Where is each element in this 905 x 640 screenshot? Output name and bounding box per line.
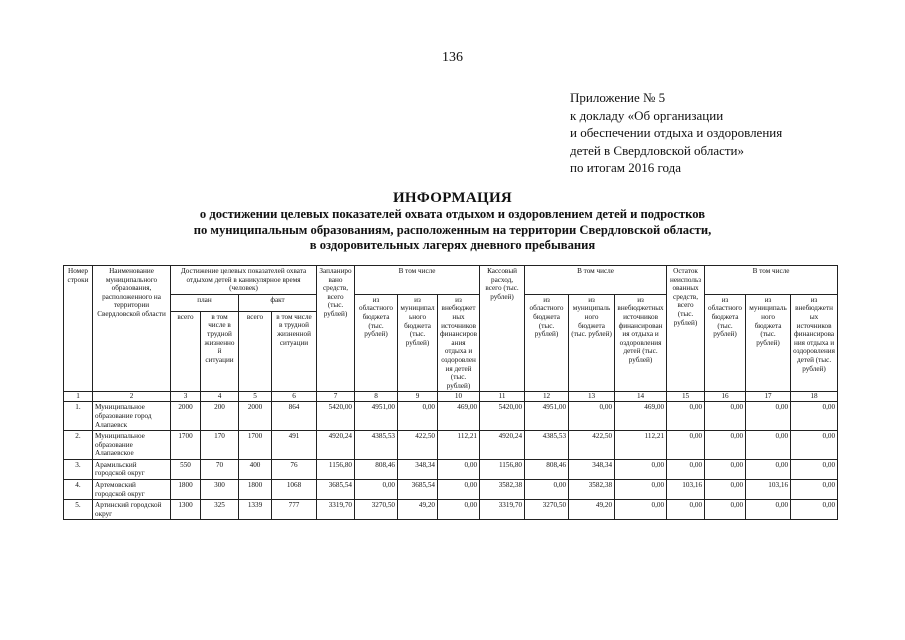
column-number: 15: [667, 392, 705, 402]
value-cell: 3582,38: [569, 480, 615, 500]
appendix-reference: [570, 89, 782, 177]
value-cell: 0,00: [525, 480, 569, 500]
value-cell: 4951,00: [525, 402, 569, 431]
column-number: 13: [569, 392, 615, 402]
document-title: ИНФОРМАЦИЯ: [392, 190, 513, 206]
column-number: 7: [317, 392, 355, 402]
value-cell: 3270,50: [525, 500, 569, 520]
table-row: [64, 459, 838, 479]
value-cell: 864: [272, 402, 317, 431]
row-number-cell: 4.: [64, 480, 93, 500]
value-cell: 1156,80: [317, 459, 355, 479]
value-cell: 1156,80: [480, 459, 525, 479]
header-fact-difficult: в том числе в трудной жизненной ситуации: [272, 311, 317, 391]
value-cell: 0,00: [438, 500, 480, 520]
column-number: 10: [438, 392, 480, 402]
value-cell: 3582,38: [480, 480, 525, 500]
value-cell: 200: [201, 402, 239, 431]
value-cell: 5420,00: [480, 402, 525, 431]
value-cell: 103,16: [746, 480, 791, 500]
column-number: 5: [239, 392, 272, 402]
row-number-cell: 2.: [64, 431, 93, 460]
value-cell: 0,00: [791, 500, 838, 520]
value-cell: 808,46: [525, 459, 569, 479]
header-municipality: Наименование муниципального образования, расположенного на территории Свердловской области: [93, 266, 171, 392]
value-cell: 2000: [239, 402, 272, 431]
header-cash-expense: Кассовый расход, всего (тыс. рублей): [480, 266, 525, 392]
value-cell: 0,00: [398, 402, 438, 431]
value-cell: 0,00: [667, 402, 705, 431]
value-cell: 348,34: [398, 459, 438, 479]
value-cell: 5420,00: [317, 402, 355, 431]
column-number: 2: [93, 392, 171, 402]
value-cell: 0,00: [667, 431, 705, 460]
value-cell: 0,00: [705, 500, 746, 520]
column-number: 16: [705, 392, 746, 402]
value-cell: 0,00: [569, 402, 615, 431]
municipality-cell: Арамильский городской округ: [93, 459, 171, 479]
municipality-cell: Муниципальное образование Алапаевское: [93, 431, 171, 460]
header-cash-extrabudget: из внебюджетных источников финансирования отдыха и оздоровления детей (тыс. рублей): [615, 294, 667, 392]
value-cell: 1800: [171, 480, 201, 500]
row-number-cell: 3.: [64, 459, 93, 479]
value-cell: 0,00: [705, 459, 746, 479]
value-cell: 3319,70: [317, 500, 355, 520]
appendix-line-5: по итогам 2016 года: [570, 160, 682, 175]
value-cell: 0,00: [615, 480, 667, 500]
value-cell: 4920,24: [480, 431, 525, 460]
value-cell: 3685,54: [317, 480, 355, 500]
value-cell: 0,00: [705, 431, 746, 460]
table-body: [64, 402, 838, 520]
table-row: [64, 402, 838, 431]
value-cell: 0,00: [615, 500, 667, 520]
appendix-line-2: к докладу «Об организации: [570, 107, 724, 123]
table-row: [64, 480, 838, 500]
value-cell: 0,00: [438, 480, 480, 500]
value-cell: 1339: [239, 500, 272, 520]
value-cell: 0,00: [791, 480, 838, 500]
document-subtitle-line-3: в оздоровительных лагерях дневного пребывания: [309, 238, 596, 252]
header-plan-total: всего: [171, 311, 201, 391]
value-cell: 422,50: [398, 431, 438, 460]
header-remainder-regional: из областного бюджета (тыс. рублей): [705, 294, 746, 392]
header-cash-municipal: из муниципального бюджета (тыс. рублей): [569, 294, 615, 392]
document-heading: [0, 190, 905, 254]
page-number: 136: [442, 50, 463, 65]
header-planned-regional: из областного бюджета (тыс. рублей): [355, 294, 398, 392]
value-cell: 808,46: [355, 459, 398, 479]
value-cell: 170: [201, 431, 239, 460]
header-incl-cash: В том числе: [525, 266, 667, 295]
value-cell: 76: [272, 459, 317, 479]
municipality-cell: Артемовский городской округ: [93, 480, 171, 500]
value-cell: 3319,70: [480, 500, 525, 520]
value-cell: 112,21: [615, 431, 667, 460]
value-cell: 0,00: [746, 459, 791, 479]
header-planned-municipal: из муниципального бюджета (тыс. рублей): [398, 294, 438, 392]
value-cell: 49,20: [569, 500, 615, 520]
value-cell: 0,00: [355, 480, 398, 500]
value-cell: 300: [201, 480, 239, 500]
value-cell: 422,50: [569, 431, 615, 460]
header-plan-difficult: в том числе в трудной жизненной ситуации: [201, 311, 239, 391]
header-planned-funds: Запланировано средств, всего (тыс. рублей): [317, 266, 355, 392]
value-cell: 0,00: [667, 500, 705, 520]
value-cell: 3270,50: [355, 500, 398, 520]
value-cell: 1068: [272, 480, 317, 500]
row-number-cell: 1.: [64, 402, 93, 431]
header-remainder: Остаток неиспользованных средств, всего (тыс. рублей): [667, 266, 705, 392]
header-cash-regional: из областного бюджета (тыс. рублей): [525, 294, 569, 392]
column-number: 1: [64, 392, 93, 402]
value-cell: 0,00: [791, 402, 838, 431]
value-cell: 348,34: [569, 459, 615, 479]
value-cell: 70: [201, 459, 239, 479]
column-number: 12: [525, 392, 569, 402]
document-subtitle-line-1: о достижении целевых показателей охвата отдыхом и оздоровлением детей и подростков: [199, 207, 706, 221]
value-cell: 112,21: [438, 431, 480, 460]
value-cell: 0,00: [705, 480, 746, 500]
municipality-cell: Артинский городской округ: [93, 500, 171, 520]
value-cell: 4385,53: [525, 431, 569, 460]
value-cell: 0,00: [791, 459, 838, 479]
value-cell: 2000: [171, 402, 201, 431]
table-row: [64, 500, 838, 520]
value-cell: 0,00: [791, 431, 838, 460]
column-number: 4: [201, 392, 239, 402]
value-cell: 777: [272, 500, 317, 520]
value-cell: 0,00: [438, 459, 480, 479]
data-table: [63, 265, 838, 520]
value-cell: 4920,24: [317, 431, 355, 460]
column-number: 8: [355, 392, 398, 402]
value-cell: 0,00: [615, 459, 667, 479]
municipality-cell: Муниципальное образование город Алапаевск: [93, 402, 171, 431]
value-cell: 0,00: [667, 459, 705, 479]
value-cell: 0,00: [705, 402, 746, 431]
value-cell: 1700: [239, 431, 272, 460]
column-number-row: [64, 392, 838, 402]
value-cell: 469,00: [438, 402, 480, 431]
column-number: 14: [615, 392, 667, 402]
value-cell: 550: [171, 459, 201, 479]
column-number: 6: [272, 392, 317, 402]
column-number: 3: [171, 392, 201, 402]
value-cell: 4951,00: [355, 402, 398, 431]
column-number: 11: [480, 392, 525, 402]
value-cell: 49,20: [398, 500, 438, 520]
header-plan: план: [171, 294, 239, 311]
value-cell: 0,00: [746, 431, 791, 460]
header-row-number: Номер строки: [64, 266, 93, 392]
value-cell: 4385,53: [355, 431, 398, 460]
appendix-line-4: детей в Свердловской области»: [570, 142, 745, 158]
value-cell: 0,00: [746, 402, 791, 431]
header-planned-extrabudget: из внебюджетных источников финансирования отдыха и оздоровления детей (тыс. рублей): [438, 294, 480, 392]
header-fact: факт: [239, 294, 317, 311]
header-remainder-municipal: из муниципального бюджета (тыс. рублей): [746, 294, 791, 392]
value-cell: 1800: [239, 480, 272, 500]
value-cell: 400: [239, 459, 272, 479]
value-cell: 1300: [171, 500, 201, 520]
value-cell: 3685,54: [398, 480, 438, 500]
value-cell: 103,16: [667, 480, 705, 500]
row-number-cell: 5.: [64, 500, 93, 520]
header-fact-total: всего: [239, 311, 272, 391]
value-cell: 1700: [171, 431, 201, 460]
value-cell: 491: [272, 431, 317, 460]
appendix-line-1: Приложение № 5: [570, 90, 666, 105]
value-cell: 0,00: [746, 500, 791, 520]
table-row: [64, 431, 838, 460]
column-number: 9: [398, 392, 438, 402]
value-cell: 469,00: [615, 402, 667, 431]
column-number: 17: [746, 392, 791, 402]
value-cell: 325: [201, 500, 239, 520]
appendix-line-3: и обеспечении отдыха и оздоровления: [570, 125, 783, 140]
header-achievement: Достижение целевых показателей охвата отдыхом детей в каникулярное время (человек): [171, 266, 317, 295]
header-remainder-extrabudget: из внебюджетных источников финансирования отдыха и оздоровления детей (тыс. рублей): [791, 294, 838, 392]
header-incl-planned: В том числе: [355, 266, 480, 295]
header-incl-remainder: В том числе: [705, 266, 838, 295]
column-number: 18: [791, 392, 838, 402]
document-subtitle-line-2: по муниципальным образованиям, расположенным на территории Свердловской области,: [193, 222, 712, 237]
